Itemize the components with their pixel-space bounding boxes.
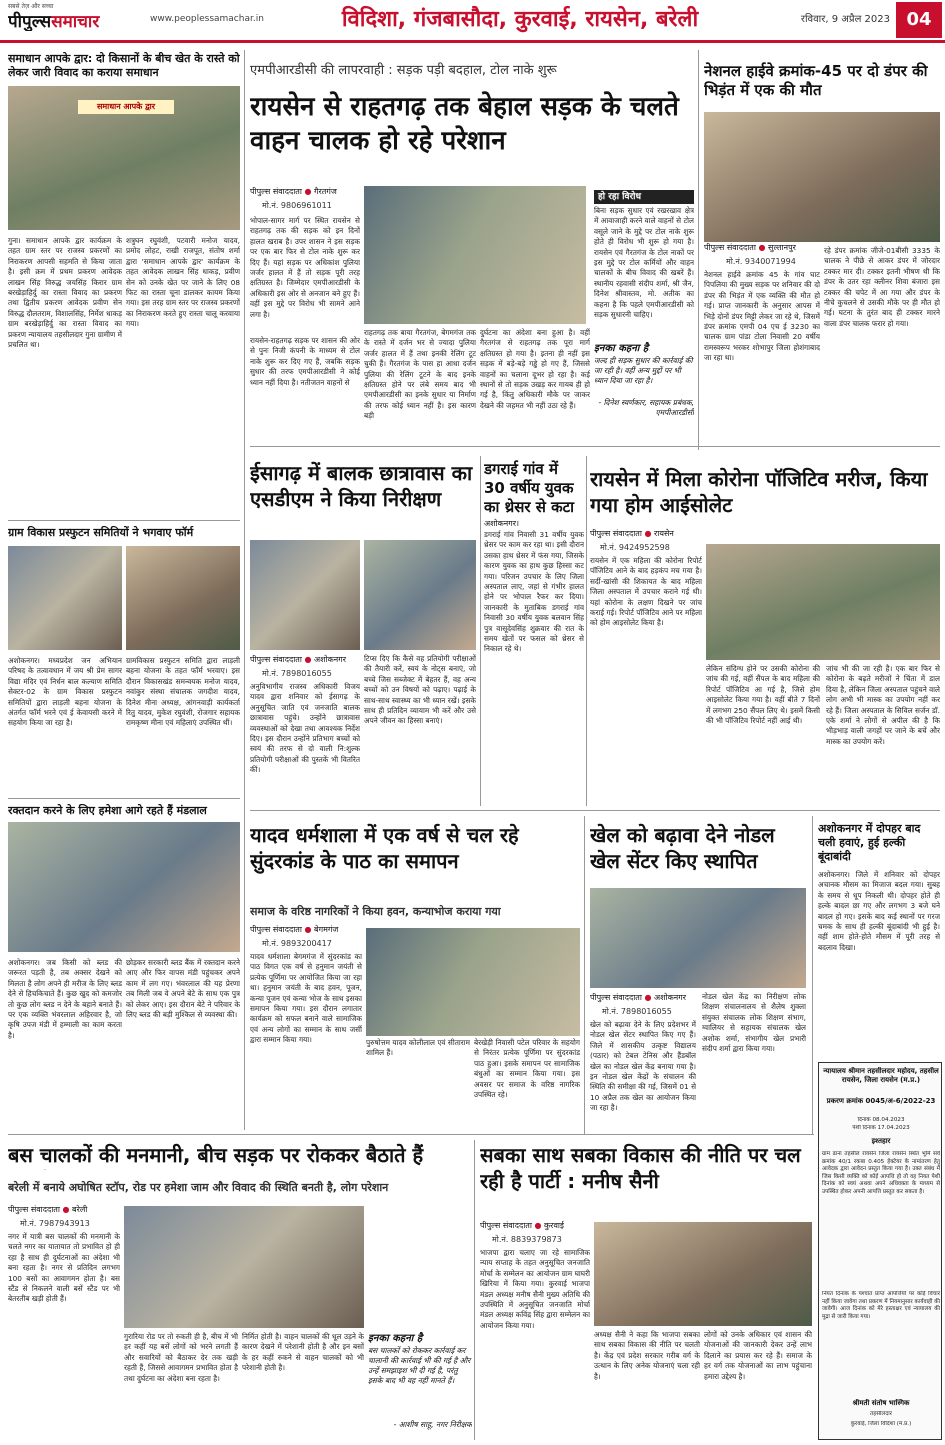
story10-body-col2: नोडल खेल केंद्र का निरीक्षण लोक शिक्षण संचालनालय से शैलेष शुक्ला संयुक्त संचालक लोक शिक्षण संभाग, ग्वालियर से सहायक संचालक खेल अशोक शर्मा, संभागीय खेल प्रभारी संदीप शर्मा द्वारा किया गया।: [702, 992, 806, 1054]
story8-photo: [8, 822, 240, 952]
story13-mobile: मो.नं. 8839379873: [492, 1235, 562, 1244]
story6-mobile: मो.नं. 9424952598: [600, 543, 670, 552]
story9-byline: पीपुल्स संवाददाता ● बेगमगंज: [250, 925, 339, 934]
column-divider: [480, 456, 481, 806]
story6-body-col1: रायसेन में एक महिला की कोरोना रिपोर्ट पॉजिटिव आने के बाद हड़कंप मच गया है। सर्दी-खांसी की शिकायत के बाद महिला जिला अस्पताल में उपचार कराने गई थी। यहां कोरोना के लक्षण दिखने पर जांच कराई गई। रिपोर्ट पॉजिटिव आने पर महिला को होम आइसोलेट किया है।: [590, 556, 702, 628]
masthead-logo-a: पीपुल्स: [8, 12, 52, 31]
story12-quote-box: [368, 1332, 472, 1440]
story11-headline: अशोकनगर में दोपहर बाद चली हवाएं, हुई हल्की बूंदाबांदी: [818, 822, 921, 863]
page-title: विदिशा, गंजबासौदा, कुरवाई, रायसेन, बरेली: [290, 2, 750, 38]
story12-mobile: मो.नं. 7987943913: [20, 1219, 90, 1228]
column-divider: [474, 1140, 475, 1440]
story5-headline: डगराई गांव में 30 वर्षीय युवक का थ्रेसर से कटा: [484, 460, 575, 516]
story2-headline: समाधान आपके द्वार: दो किसानों के बीच खेत के रास्ते को लेकर जारी विवाद का कराया समाधान: [8, 52, 240, 79]
notice-text2: नियत दिनांक के पश्चात प्राप्त आपत्तियों पर कोई विचार नहीं किया जावेगा तथा प्रकरण में नियमानुसार कार्यवाही की जावेगी। आज दिनांक को मेरे हस्ताक्षर एवं न्यायालय की मुद्रा से जारी किया गया।: [822, 1291, 940, 1320]
story2-body-col1: गुना। समाधान आपके द्वार कार्यक्रम के तहत ग्राम स्तर पर राजस्व प्रकरणों का निराकरण आपसी सहमति से किया जाता है। इसी क्रम में प्रथम प्रकरण आवेदक लाखन सिंह विरुद्ध जयसिंह किरार ग्राम बरखेड़ाहिर्दु का रास्ता विवाद का प्रकरण तथा द्वितीय प्रकरण आवेदक प्रवीण सेन विरुद्ध दौलतराम, विशालसिंह, निर्मेश धाकड़ ग्राम बरखेड़ाहिर्दु का रास्ता विवाद का प्रकरण न्यायालय तहसीलदार गुना ग्रामीण में प्रचलित था।: [8, 236, 122, 350]
divider: [8, 520, 240, 521]
story9-photo: [366, 928, 580, 1036]
story3-mobile: मो.नं. 9340071994: [726, 257, 796, 266]
story9-body-col1: यादव धर्मशाला बेगमगंज में सुंदरकांड का पाठ विगत एक वर्ष से हनुमान जयंती से प्रत्येक पूर्णिमा पर आयोजित किया जा रहा था। हनुमान जयंती के बाद हवन, पूजन, कन्या पूजन एवं कन्या भोज के साथ इसका समापन किया गया। इस दौरान लगातार कार्यक्रम को सफल बनाने वाले सामाजिक एवं अन्य लोगों का सम्मान के साथ जर्सी द्वारा सम्मान किया गया।: [250, 952, 362, 1045]
story10-mobile: मो.नं. 7898016055: [602, 1007, 672, 1016]
legal-notice: [818, 1062, 942, 1440]
story6-headline: रायसेन में मिला कोरोना पॉजिटिव मरीज, किया गया होम आईसोलेट: [590, 467, 928, 517]
story4-byline-place: अशोकनगर: [314, 655, 347, 664]
story12-quote-title: इनका कहना है: [368, 1333, 423, 1344]
story1-quote-by: - दिनेश स्वर्णकार, सहायक प्रबंधक, एमपीआरडीसी: [598, 398, 694, 417]
masthead-rule: [0, 40, 945, 43]
story1-body-col3: राहतगढ़ तक बाया गैरतगंज, बेगमगंज तक के रास्ते में दर्जन भर से ज्यादा पुलिया जर्जर हालत में हैं तथा इनकी रेलिंग टूट चुकी हैं। गैरतगंज के पास हा आधा दर्जन पुलिया की रेलिंग टूटने के बाद इनके क्षतिग्रस्त होने पर लंबे समय बाद भी एमपीआरडीसी का इनके सुधार या निर्माण की तरफ कोई ध्यान नहीं है। इस कारण बड़ी: [364, 328, 476, 421]
story7-photo-1: [8, 546, 122, 650]
story4-byline: पीपुल्स संवाददाता ● अशोकनगर: [250, 655, 347, 664]
story1-body-col1: भोपाल-सागर मार्ग पर स्थित रायसेन से राहतगढ़ तक की सड़क को इन दिनों हालत खराब है। उपर शासन ने इस सड़क पर एक बार फिर से टोल नाके शुरू कर दिए हैं। यहां सड़क पर अधिकांश पुलिया जर्जर हालत में हैं तो सड़क पूरी तरह क्षतिग्रस्त है। जिम्मेदार एमपीआरडीसी के अधिकारी इस ओर से अनजान बने हुए हैं। वहीं इस मुद्दे पर विरोध भी सामने आने लगा है।: [250, 216, 360, 319]
story6-byline: पीपुल्स संवाददाता ● रायसेन: [590, 529, 674, 538]
divider: [8, 798, 240, 799]
story1-quote-text: जल्द ही सड़क सुधार की कार्रवाई की जा रही है। वहीं अन्य मुद्दों पर भी ध्यान दिया जा रहा है।: [594, 356, 693, 385]
story4-body-col2: टिप्स दिए कि कैसे वह प्रतियोगी परीक्षाओं की तैयारी करें, स्वयं के नोट्स बनाएं, जो बच्चे जिस सब्जेक्ट में बेहतर हैं, वह अन्य बच्चों को उन विषयों को पढ़ाए। पढ़ाई के साथ-साथ स्वास्थ्य का भी ध्यान रखें। इसके साथ ही प्रतिदिन व्यायाम भी करें और उसे अपने जीवन का हिस्सा बनाएं।: [364, 654, 476, 726]
story4-photo-2: [364, 540, 476, 650]
masthead-logo-b: समाचार: [51, 12, 100, 31]
story9-caption: पुरुषोत्तम यादव कोलीलाल एवं सीताराम शामिल हैं।: [366, 1038, 470, 1058]
story3-body-col2: रहे डंपर क्रमांक जीजे-01बीसी 3335 के चालक ने पीछे से आकर डंपर में जोरदार टक्कर मार दी। टक्कर इतनी भीषण थी कि डंपर के उतर रहा क्लीनर शिवा बंजारा इस टक्कर की चपेट में आ गया और डंपर के नीचे कुचलने से उसकी मौके पर ही मौत हो गई। घटना के तुरंत बाद ही टक्कर मारने वाला डंपर चालक फरार हो गया।: [824, 246, 940, 328]
story9-headline: यादव धर्मशाला में एक वर्ष से चल रहे सुंदरकांड के पाठ का समापन: [250, 823, 519, 873]
story9-sub: समाज के वरिष्ठ नागरिकों ने किया हवन, कन्याभोज कराया गया: [250, 905, 501, 918]
story8-headline: रक्तदान करने के लिए हमेशा आगे रहते हैं मंडलाल: [8, 804, 207, 817]
story4-body-col1: अनुविभागीय राजस्व अधिकारी विजय यादव द्वारा शनिवार को ईसागढ़ के अनुसूचित जाति एवं जनजाति बालक छात्रावास पहुंचे। उन्होंने छात्रावास व्यवस्थाओं को देखा तथा आवश्यक निर्देश दिए। इस दौरान उन्होंने प्रतिभाग बच्चों को स्वयं की तरफ से दो वाली नि:शुल्क प्रतियोगी परीक्षाओं की पुस्तकें भी वितरित कीं।: [250, 682, 360, 775]
story13-byline-place: कुरवाई: [544, 1221, 564, 1230]
story6-byline-place: रायसेन: [654, 529, 674, 538]
story6-body-col3: जांच भी की जा रही है। एक बार फिर से कोरोना के बढ़ते मरीजों ने चिंता में डाल दिया है, लेकिन जिला अस्पताल पहुंचने वाले लोग अभी भी मास्क का उपयोग नहीं कर रहे हैं। जिला अस्पताल के सिविल सर्जन डॉ. एके शर्मा ने लोगों से अपील की है कि भीड़भाड़ वाली जगहों पर जाने के बचें और मास्क का उपयोग करें।: [826, 664, 940, 746]
story1-byline: पीपुल्स संवाददाता ● गैरतगंज: [250, 187, 337, 196]
story1-byline-place: गैरतगंज: [314, 187, 337, 196]
story4-byline-name: पीपुल्स संवाददाता: [250, 655, 302, 664]
story3-photo: [704, 112, 940, 242]
story12-sub: बरेली में बनाये अघोषित स्टॉप, रोड पर हमेशा जाम और विवाद की स्थिति बनती है, लोग परेशान: [8, 1181, 389, 1194]
story10-byline: पीपुल्स संवाददाता ● अशोकनगर: [590, 993, 687, 1002]
story12-quote-text: बस चालकों को रोककर कार्रवाई कर चालानी की कार्रवाई भी की गई है और उन्हें समझाइश भी दी गई है, परंतु इसके बाद भी वह नहीं मानते हैं।: [368, 1346, 471, 1385]
column-divider: [584, 816, 585, 1134]
story1-sidebox: [594, 190, 694, 438]
story13-body-col2: अध्यक्ष सैनी ने कहा कि भाजपा सबका साथ सबका विकास की नीति पर चलती है। केंद्र एवं प्रदेश सरकार गरीब वर्ग के उत्थान के लिए अनेक योजनाएं चला रही है।: [594, 1330, 700, 1381]
story13-byline-name: पीपुल्स संवाददाता: [480, 1221, 532, 1230]
masthead-url: www.peoplessamachar.in: [150, 14, 264, 24]
masthead: [0, 0, 945, 40]
story1-kicker: एमपीआरडीसी की लापरवाही : सड़क पड़ी बदहाल, टोल नाके शुरू: [250, 63, 557, 78]
story12-body-col3: निर्मित होती है। वाहन चालकों की धूल उड़ने के कारण देखने में परेशानी होती है और इन बसों के हर कहीं रुकने से वाहन चालकों को भी परेशानी होती है।: [242, 1332, 364, 1373]
story10-photo: [590, 888, 806, 988]
story12-body-col1: नगर में यात्री बस चालकों की मनमानी के चलते नगर का यातायात तो प्रभावित हो ही रहा है साथ ही दुर्घटनाओं का अंदेशा भी बना रहता है। नगर से प्रतिदिन लगभग 100 बसों का आवागमन होता है। बस स्टैंड से निकलने वाली बसें स्टैंड पर भी बेतरतीब खड़ी होती हैं।: [8, 1232, 120, 1304]
column-divider: [698, 50, 699, 450]
story6-body-col2: लेकिन संदिग्ध होने पर उसकी कोरोना की जांच की गई, वहीं सैंपल के बाद महिला की रिपोर्ट पॉजिटिव आ गई है, जिसे होम आइसोलेट किया गया है। वहीं बीते 7 दिनों में लगभग 250 सैंपल लिए थे। इसमें किसी की भी पॉजिटिव रिपोर्ट नहीं आई थी।: [706, 664, 820, 726]
story1-body-col4: दुर्घटना का अंदेशा बना हुआ है। वहीं गैरतगंज से राहतगढ़ तक पूरा मार्ग क्षतिग्रस्त हो गया है। इतना ही नहीं इस सड़क में बड़े-बड़े गड्ढे हो गए हैं, जिससे वाहनों का चलाना दूभर हो रहा है। कई स्थानों से तो सड़क उखड़ कर गायब ही हो गई है, किंतु अधिकारी मौके पर जाकर देखने की जहमत भी नहीं उठा रहे हैं।: [480, 328, 590, 410]
story4-headline: ईसागढ़ में बालक छात्रावास का एसडीएम ने किया निरीक्षण: [250, 461, 473, 511]
story10-headline: खेल को बढ़ावा देने नोडल खेल सेंटर किए स्थापित: [590, 823, 775, 873]
story12-byline: पीपुल्स संवाददाता ● बरेली: [8, 1205, 88, 1214]
divider: [8, 1134, 814, 1135]
story3-byline: पीपुल्स संवाददाता ● सुल्तानपुर: [704, 243, 796, 252]
story12-body-col2: गुरारिया रोड पर तो रुकती ही है, बीच में भी हर कहीं यह बसें लोगों को भरने लगती हैं और सवारियों को बैठाकर देर तक खड़ी रहती हैं, जिससे आवागमन प्रभावित होता है तथा दुर्घटना का अंदेशा बना रहता है।: [124, 1332, 238, 1383]
story4-mobile: मो.नं. 7898016055: [262, 669, 332, 678]
story3-byline-name: पीपुल्स संवाददाता: [704, 243, 756, 252]
story13-photo: [594, 1222, 812, 1326]
notice-date1: दिनांक 08.04.2023: [857, 1117, 905, 1123]
story9-byline-name: पीपुल्स संवाददाता: [250, 925, 302, 934]
story10-body-col1: खेल को बढ़ावा देने के लिए प्रदेशभर में नोडल खेल सेंटर स्थापित किए गए हैं। जिले में शासकीय उत्कृष्ट विद्यालय (पठार) को टेबल टेनिस और हैंडबॉल खेल का नोडल खेल केंद्र बनाया गया है। इन नोडल खेल केंद्रों के संचालन की स्थिति की समीक्षा की गई, जिसमें 01 से 10 अप्रैल तक खेल का आयोजन किया जा रहा है।: [590, 1020, 696, 1113]
story3-byline-place: सुल्तानपुर: [768, 243, 796, 252]
story12-byline-place: बरेली: [72, 1205, 88, 1214]
story13-headline: सबका साथ सबका विकास की नीति पर चल रही है पार्टी : मनीष सैनी: [480, 1143, 801, 1193]
story1-mobile: मो.नं. 9806961011: [262, 201, 332, 210]
notice-signer-title: तहसीलदार: [870, 1411, 892, 1417]
story8-body-col2: छोड़कर सरकारी ब्लड बैंक में रक्तदान करने आए और फिर वापस मंडी पहुंचकर अपने काम में लग गए। भंवरलाल की यह प्रेरणा तब मिली जब वे अपने बेटे के साथ एक पुत्र को लेकर आए। इस दौरान बेटे ने परिवार के लिए ब्लड की बड़ी मुश्किल से व्यवस्था की।: [126, 958, 240, 1020]
story9-body-col2: बेरखेड़ी निवासी पटेल परिवार के सहयोग से निरंतर प्रत्येक पूर्णिमा पर सुंदरकांड पाठ हुआ। इसके समापन पर सामाजिक बंधुओं का सम्मान किया गया। इस अवसर पर समाज के वरिष्ठ नागरिक उपस्थित रहे।: [474, 1038, 580, 1100]
story13-body-col3: लोगों को उनके अधिकार एवं शासन की योजनाओं की जानकारी देकर उन्हें लाभ दिलाने का प्रयास कर रहे हैं। समाज के हर वर्ग तक योजनाओं का लाभ पहुंचाना हमारा उद्देश्य है।: [704, 1330, 812, 1381]
story6-byline-name: पीपुल्स संवाददाता: [590, 529, 642, 538]
column-divider: [586, 456, 587, 806]
story3-body-col1: नेशनल हाईवे क्रमांक 45 के गांव घाट पिपलिया की मुख्य सड़क पर शनिवार की दो डंपर की भिड़ंत में एक व्यक्ति की मौत हो गई। प्राप्त जानकारी के अनुसार आपस में भिड़े दोनों डंपर मिट्टी लेकर जा रहे थे, जिसमें डंपर क्रमांक एमपी 04 एच ई 3230 का चालक ग्राम पांडा टोला निवासी 20 वर्षीय रामस्वरूप भरकर शोभापुर जिला होशंगाबाद जा रहा था।: [704, 270, 820, 363]
notice-date2: पेशी दिनांक 17.04.2023: [852, 1125, 910, 1131]
story11-body: अशोकनगर। जिले में शनिवार को दोपहर अचानक मौसम का मिजाज बदल गया। सुबह के समय से धूप निकली थी। दोपहर होते ही हल्के बादल छा गए और लगभग 3 बजे घने बादल हो गए। इसके बाद कई स्थानों पर गरज चमक के साथ ही हल्की बूंदाबांदी भी हुई है। वहीं शाम होते-होते मौसम में पूरी तरह से बदलाव दिखा।: [818, 870, 940, 952]
masthead-tagline: सबसे तेज़ और सच्चा: [8, 3, 54, 10]
story1-box-text: बिना सड़क सुधार एवं रखरखाव क्षेत्र में आवाजाही करने वाले वाहनों से टोल वसूले जाने के मुद्दे पर टोल नाके शुरू होते ही विरोध भी शुरू हो गया है। रायसेन एवं गैरतगंज के टोल नाकों पर इस मुद्दे पर टोल कर्मियों और वाहन चालकों के बीच विवाद की खबरें हैं। स्थानीय रहवासी संदीप शर्मा, श्री जैन, दिनेश श्रीवास्तव, मो. अतीक का कहना है कि पहले एमपीआरडीसी को सड़क सुधारनी चाहिए।: [594, 206, 694, 320]
issue-date: रविवार, 9 अप्रैल 2023: [800, 14, 890, 25]
story12-quote-by: - आशीष साहू, नगर निरीक्षक: [393, 1420, 472, 1429]
notice-text1: ग्राम ढाना तहसील रायसेन जिला रायसेन स्थित भूमि सर्वे क्रमांक 40/1 रकबा 0.405 हेक्टेयर के नामांतरण हेतु आवेदक द्वारा आवेदन प्रस्तुत किया गया है। उक्त संबंध में जिस किसी व्यक्ति को कोई आपत्ति हो तो वह नियत पेशी दिनांक को स्वयं अथवा अपने अधिवक्ता के माध्यम से उपस्थित होकर अपनी आपत्ति प्रस्तुत कर सकता है।: [822, 1151, 940, 1195]
story5-body-col1: डगराई गांव निवासी 31 वर्षीय युवक थ्रेसर पर काम कर रहा था। इसी दौरान उसका हाथ थ्रेसर में फंस गया, जिसके कारण युवक का हाथ कुछ हिस्सा कट गया। परिजन उपचार के लिए जिला अस्पताल लाए, जहां से गंभीर हालत होने पर भोपाल रैफर कर दिया। जानकारी के मुताबिक डगराई गांव निवासी 30 वर्षीय युवक बलवान सिंह पुत्र वासूदेवसिंह शुक्रवार की रात के समय खेतों पर फसल को थ्रेसर से निकाल रहे थे।: [484, 530, 584, 654]
column-divider: [244, 50, 245, 1130]
story1-quote-title: इनका कहना है: [594, 343, 649, 354]
story8-body-col1: अशोकनगर। जब किसी को ब्लड की जरूरत पड़ती है, तब अक्सर देखने को मिलता है लोग अपने ही मरीज के लिए ब्लड देने से हिचकिचाते हैं। कुछ खुद को कमजोर तो कुछ लोग ब्लड न देने के बहाने बनाते हैं। पर एक व्यक्ति भंवरलाल अहिरवार है, जो कृषि उपज मंडी में हम्माली का काम करता है।: [8, 958, 122, 1040]
story1-headline: रायसेन से राहतगढ़ तक बेहाल सड़क के चलते वाहन चालक हो रहे परेशान: [250, 92, 679, 156]
story7-headline: ग्राम विकास प्रस्फुटन समितियों ने भगवाए फॉर्म: [8, 526, 194, 539]
story2-photo: [8, 86, 240, 230]
story10-byline-name: पीपुल्स संवाददाता: [590, 993, 642, 1002]
masthead-logo: [8, 9, 148, 31]
story1-box-title: हो रहा विरोध: [594, 190, 694, 204]
notice-signer: श्रीमती संतोष भास्गिक: [852, 1399, 910, 1407]
notice-case: प्रकरण क्रमांक 0045/अ-6/2022-23: [826, 1097, 936, 1105]
notice-heading: इश्तहार: [871, 1137, 891, 1145]
story2-body-col2: शत्रुघन रघुवंशी, पटवारी मनोज यादव, प्रमोद लोहट, राखी राजपूत, संतोष शर्मा द्वारा 'समाधान आपके द्वार' कार्यक्रम के तहत आवेदक लाखन सिंह धाकड़, प्रवीण सेन को उनके खेत पर जाने के लिए 08 फिट का रास्ता चूना डालकर कायम किया गया। इस तरह ग्राम स्तर पर राजस्व प्रकरणों का निराकरण करते हुए रास्ता चालू करवाया गया।: [126, 236, 240, 329]
story4-photo-1: [250, 540, 360, 650]
story1-photo: [364, 186, 586, 324]
divider: [250, 810, 940, 811]
story12-headline: बस चालकों की मनमानी, बीच सड़क पर रोककर बैठाते हैं: [8, 1143, 424, 1167]
story13-body-col1: भाजपा द्वारा चलाए जा रहे सामाजिक न्याय सप्ताह के तहत अनुसूचित जनजाति मोर्चा के सम्मेलन का आयोजन ग्राम घाघरी खिरिया में किया गया। कुरवाई भाजपा मंडल अध्यक्ष मनीष सैनी मुख्य अतिथि की उपस्थिति में अनुसूचित जनजाति मोर्चा मंडल अध्यक्ष कविंद्र सिंह द्वारा सम्मेलन का आयोजन किया गया।: [480, 1248, 590, 1330]
page-number: 04: [896, 2, 942, 38]
story2-banner: समाधान आपके द्वार: [78, 100, 174, 114]
story7-body-col1: अशोकनगर। मध्यप्रदेश जन अभियान परिषद के तत्वावधान में जय श्री प्रेम सागर विद्या मंदिर एवं निर्धन बाल कल्याण समिति सेक्टर-02 के ग्राम विकास प्रस्फुटन समितियों द्वारा लाड़ली बहना योजना के अंतर्गत फॉर्म भरने एवं ई केवायसी करने में सहयोग किया जा रहा है।: [8, 656, 122, 728]
story9-byline-place: बेगमगंज: [314, 925, 339, 934]
notice-signer-place: कुरवाई, जिला विदिशा (म.प्र.): [850, 1421, 912, 1427]
column-divider: [812, 816, 813, 1134]
story10-byline-place: अशोकनगर: [654, 993, 687, 1002]
story13-byline: पीपुल्स संवाददाता ● कुरवाई: [480, 1221, 564, 1230]
story12-photo: [124, 1206, 364, 1328]
story5-byline: अशोकनगर।: [484, 519, 520, 528]
notice-title: न्यायालय श्रीमान तहसीलदार महोदय, तहसील रायसेन, जिला रायसेन (म.प्र.): [823, 1067, 939, 1084]
story12-byline-name: पीपुल्स संवाददाता: [8, 1205, 60, 1214]
story7-body-col2: ग्रामविकास प्रस्फुटन समिति द्वारा लाड़ली बहना योजना के तहत फॉर्म भरवाए। इस दौरान विकासखंड समन्वयक मनोज यादव, नवांकुर संस्था संचालक जगदीश यादव, दिनेश मीना अध्यक्ष, आंगनवाड़ी कार्यकर्ता रितु यादव, मुकेश रघुवंशी, रोजगार सहायक रामकृष्ण मीना एवं महिलाएं उपस्थित थीं।: [126, 656, 240, 728]
story3-headline: नेशनल हाईवे क्रमांक-45 पर दो डंपर की भिड़ंत में एक की मौत: [704, 62, 928, 99]
story1-byline-name: पीपुल्स संवाददाता: [250, 187, 302, 196]
story1-body-col2: रायसेन-राहतगढ़ सड़क पर शासन की ओर से पुनः निजी कंपनी के माध्यम से टोल नाके शुरू कर दिए गए हैं, जबकि सड़क सुधार की तरफ एमपीआरडीसी ने कोई ध्यान नहीं दिया है। नतीजतन वाहनों से: [250, 336, 360, 387]
story6-photo: [706, 544, 940, 660]
story9-mobile: मो.नं. 9893200417: [262, 939, 332, 948]
divider: [250, 446, 940, 447]
story7-photo-2: [126, 546, 240, 650]
